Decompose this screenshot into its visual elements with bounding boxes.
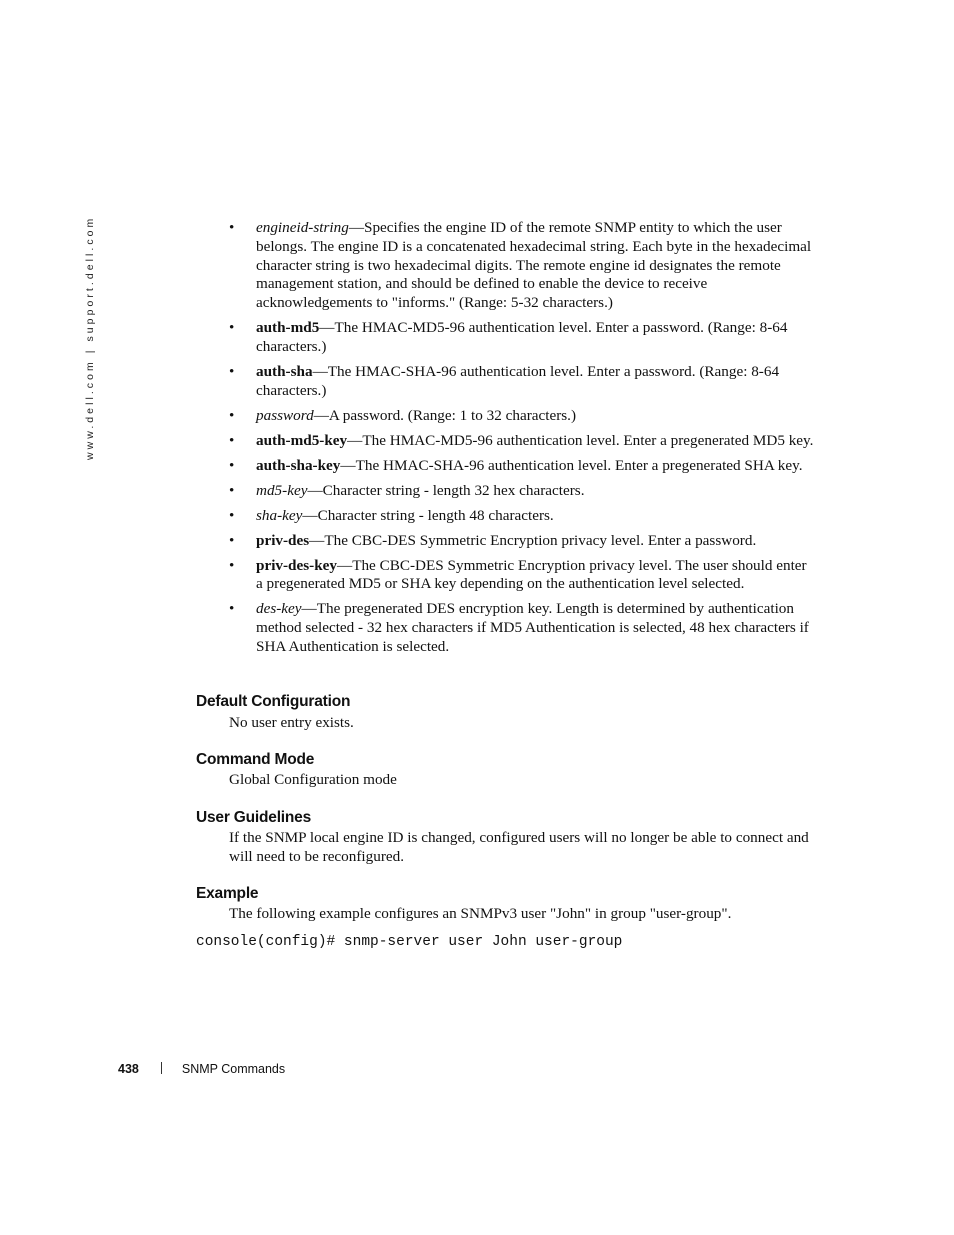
list-item xyxy=(229,407,814,426)
list-item xyxy=(229,219,814,313)
param-term: priv-des xyxy=(256,531,310,549)
list-item xyxy=(229,482,814,501)
footer-section-title: SNMP Commands xyxy=(181,1062,286,1076)
heading-default-configuration: Default Configuration xyxy=(196,693,351,710)
heading-command-mode: Command Mode xyxy=(196,751,315,768)
command-mode-text: Global Configuration mode xyxy=(229,771,397,788)
page-footer xyxy=(118,1062,285,1076)
param-desc: —The HMAC-MD5-96 authentication level. Enter a pregenerated MD5 key. xyxy=(347,431,814,449)
param-desc: —The HMAC-SHA-96 authentication level. Enter a password. (Range: 8-64 characters.) xyxy=(256,362,780,399)
param-term: md5-key xyxy=(256,481,308,499)
bullet-icon: • xyxy=(229,506,235,524)
list-item xyxy=(229,600,814,656)
bullet-icon: • xyxy=(229,531,235,549)
list-item xyxy=(229,557,814,595)
heading-user-guidelines: User Guidelines xyxy=(196,809,312,826)
param-term: auth-md5 xyxy=(256,319,320,337)
list-item xyxy=(229,457,814,476)
param-term: sha-key xyxy=(256,506,303,524)
param-desc: —The CBC-DES Symmetric Encryption privacy level. The user should enter a pregenerated MD5 or SHA key depending on the authentication level selected. xyxy=(256,556,807,593)
param-desc: —The pregenerated DES encryption key. Length is determined by authentication method selected - 32 hex characters if MD5 Authentication is selected, 48 hex characters if SHA Authentication is selected. xyxy=(256,600,809,656)
param-term: engineid-string xyxy=(256,219,349,236)
param-term: priv-des-key xyxy=(256,556,337,574)
bullet-icon: • xyxy=(229,481,235,499)
list-item xyxy=(229,507,814,526)
bullet-icon: • xyxy=(229,362,235,380)
user-guidelines-text: If the SNMP local engine ID is changed, configured users will no longer be able to connect and will need to be reconfigured. xyxy=(229,829,809,865)
page-number: 438 xyxy=(118,1062,139,1076)
side-url: www.dell.com | support.dell.com xyxy=(84,215,96,460)
list-item xyxy=(229,532,814,551)
default-configuration-text: No user entry exists. xyxy=(229,714,354,731)
bullet-icon: • xyxy=(229,431,235,449)
param-term: auth-sha xyxy=(256,362,313,380)
list-item xyxy=(229,363,814,401)
parameter-list xyxy=(229,219,814,663)
example-code: console(config)# snmp-server user John user-group xyxy=(196,934,623,950)
bullet-icon: • xyxy=(229,219,235,236)
param-desc: —A password. (Range: 1 to 32 characters.) xyxy=(313,406,577,424)
list-item xyxy=(229,432,814,451)
footer-separator xyxy=(161,1062,162,1074)
bullet-icon: • xyxy=(229,319,235,337)
param-term: password xyxy=(256,406,314,424)
bullet-icon: • xyxy=(229,456,235,474)
param-desc: —Character string - length 48 characters. xyxy=(302,506,554,524)
example-text: The following example configures an SNMPv3 user "John" in group "user-group". xyxy=(229,905,732,922)
param-term: des-key xyxy=(256,600,302,618)
bullet-icon: • xyxy=(229,406,235,424)
param-desc: —Specifies the engine ID of the remote SNMP entity to which the user belongs. The engine ID is a concatenated hexadecimal string. Each byte in the hexadecimal character string is two hexadecimal digits. The remote engine id designates the remote management station, and should be defined to enable the device to receive acknowledgements to "informs." (Range: 5-32 characters.) xyxy=(256,219,812,312)
param-desc: —The CBC-DES Symmetric Encryption privacy level. Enter a password. xyxy=(309,531,757,549)
bullet-icon: • xyxy=(229,556,235,574)
heading-example: Example xyxy=(196,885,259,902)
list-item xyxy=(229,319,814,357)
param-desc: —Character string - length 32 hex characters. xyxy=(307,481,585,499)
param-desc: —The HMAC-MD5-96 authentication level. Enter a password. (Range: 8-64 characters.) xyxy=(256,319,788,355)
param-term: auth-md5-key xyxy=(256,431,348,449)
param-term: auth-sha-key xyxy=(256,456,341,474)
bullet-icon: • xyxy=(229,600,235,618)
param-desc: —The HMAC-SHA-96 authentication level. Enter a pregenerated SHA key. xyxy=(340,456,803,474)
